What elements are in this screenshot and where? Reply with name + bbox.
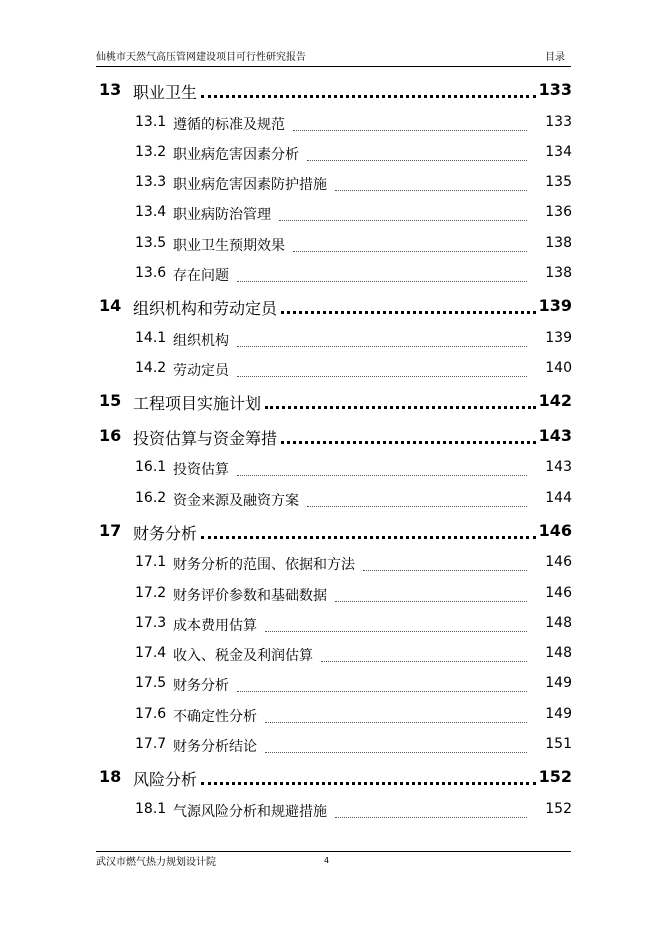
toc-entry-title: 工程项目实施计划 (133, 394, 262, 413)
toc-entry-page: 133 (545, 114, 572, 130)
toc-entry-page: 143 (545, 459, 572, 475)
toc-entry-title: 风险分析 (133, 770, 198, 789)
toc-dot-leader (293, 245, 527, 252)
toc-entry-page: 142 (538, 391, 572, 410)
toc-entry-title: 存在问题 (173, 268, 229, 284)
toc-section-entry[interactable] (0, 264, 662, 286)
toc-entry-title: 投资估算 (173, 462, 229, 478)
toc-entry-title: 成本费用估算 (173, 618, 257, 634)
toc-dot-leader (281, 305, 536, 314)
toc-chapter-entry[interactable] (0, 391, 662, 413)
toc-dot-leader (335, 811, 527, 818)
toc-entry-page: 138 (545, 265, 572, 281)
toc-entry-number: 17 (99, 521, 122, 540)
toc-dot-leader (307, 154, 527, 161)
toc-dot-leader (293, 124, 527, 131)
toc-entry-number: 13.3 (135, 174, 167, 190)
toc-entry-title: 投资估算与资金筹措 (133, 429, 278, 448)
toc-entry-number: 18.1 (135, 801, 167, 817)
page-number: 4 (324, 856, 330, 865)
toc-dot-leader (237, 275, 527, 282)
toc-section-entry[interactable] (0, 800, 662, 822)
toc-entry-title: 财务分析的范围、依据和方法 (173, 557, 355, 573)
toc-entry-number: 14.2 (135, 360, 167, 376)
toc-entry-title: 职业卫生预期效果 (173, 238, 285, 254)
toc-entry-number: 17.6 (135, 706, 167, 722)
toc-dot-leader (201, 89, 536, 98)
toc-dot-leader (335, 595, 527, 602)
toc-dot-leader (265, 400, 536, 409)
toc-entry-number: 17.3 (135, 615, 167, 631)
toc-chapter-entry[interactable] (0, 426, 662, 448)
toc-entry-number: 13.4 (135, 204, 167, 220)
toc-dot-leader (363, 564, 527, 571)
toc-entry-number: 17.2 (135, 585, 167, 601)
toc-section-entry[interactable] (0, 674, 662, 696)
toc-entry-number: 17.4 (135, 645, 167, 661)
toc-chapter-entry[interactable] (0, 80, 662, 102)
toc-entry-number: 18 (99, 767, 122, 786)
toc-entry-page: 140 (545, 360, 572, 376)
toc-entry-number: 14.1 (135, 330, 167, 346)
toc-dot-leader (237, 469, 527, 476)
toc-entry-number: 16 (99, 426, 122, 445)
toc-entry-title: 组织机构 (173, 333, 229, 349)
toc-section-entry[interactable] (0, 705, 662, 727)
toc-dot-leader (237, 370, 527, 377)
toc-entry-title: 职业卫生 (133, 83, 198, 102)
toc-entry-number: 13 (99, 80, 122, 99)
toc-dot-leader (201, 776, 536, 785)
document-title: 仙桃市天然气高压管网建设项目可行性研究报告 (96, 52, 306, 63)
toc-entry-title: 职业病防治管理 (173, 207, 271, 223)
toc-entry-page: 146 (545, 554, 572, 570)
toc-entry-title: 遵循的标准及规范 (173, 117, 285, 133)
footer-organization: 武汉市燃气热力规划设计院 (96, 857, 216, 868)
toc-entry-title: 财务分析 (173, 678, 229, 694)
toc-section-entry[interactable] (0, 584, 662, 606)
toc-dot-leader (237, 340, 527, 347)
page-header (96, 44, 571, 67)
toc-entry-title: 气源风险分析和规避措施 (173, 804, 327, 820)
toc-section-entry[interactable] (0, 143, 662, 165)
toc-dot-leader (281, 435, 536, 444)
toc-entry-number: 16.2 (135, 490, 167, 506)
toc-dot-leader (335, 184, 527, 191)
toc-entry-page: 135 (545, 174, 572, 190)
toc-entry-title: 财务分析 (133, 524, 198, 543)
toc-entry-title: 劳动定员 (173, 363, 229, 379)
toc-entry-page: 139 (545, 330, 572, 346)
toc-dot-leader (237, 685, 527, 692)
toc-entry-page: 149 (545, 675, 572, 691)
toc-dot-leader (307, 500, 527, 507)
toc-dot-leader (265, 716, 527, 723)
toc-section-entry[interactable] (0, 644, 662, 666)
toc-entry-number: 17.7 (135, 736, 167, 752)
toc-entry-number: 13.5 (135, 235, 167, 251)
toc-entry-page: 136 (545, 204, 572, 220)
toc-entry-number: 16.1 (135, 459, 167, 475)
footer-divider (96, 851, 571, 852)
toc-section-entry[interactable] (0, 173, 662, 195)
toc-chapter-entry[interactable] (0, 296, 662, 318)
toc-section-entry[interactable] (0, 113, 662, 135)
toc-entry-page: 148 (545, 615, 572, 631)
toc-entry-number: 13.6 (135, 265, 167, 281)
toc-entry-page: 152 (538, 767, 572, 786)
toc-section-entry[interactable] (0, 458, 662, 480)
toc-dot-leader (265, 746, 527, 753)
toc-entry-page: 139 (538, 296, 572, 315)
toc-entry-page: 144 (545, 490, 572, 506)
toc-entry-page: 151 (545, 736, 572, 752)
toc-section-entry[interactable] (0, 203, 662, 225)
toc-section-entry[interactable] (0, 735, 662, 757)
toc-entry-page: 146 (545, 585, 572, 601)
toc-entry-page: 148 (545, 645, 572, 661)
toc-entry-title: 职业病危害因素防护措施 (173, 177, 327, 193)
toc-entry-page: 143 (538, 426, 572, 445)
toc-section-entry[interactable] (0, 329, 662, 351)
toc-entry-number: 17.1 (135, 554, 167, 570)
toc-chapter-entry[interactable] (0, 767, 662, 789)
toc-dot-leader (201, 530, 536, 539)
toc-dot-leader (265, 625, 527, 632)
toc-dot-leader (321, 655, 527, 662)
toc-entry-title: 收入、税金及利润估算 (173, 648, 313, 664)
toc-section-entry[interactable] (0, 359, 662, 381)
toc-entry-page: 146 (538, 521, 572, 540)
toc-section-entry[interactable] (0, 489, 662, 511)
toc-section-entry[interactable] (0, 614, 662, 636)
toc-chapter-entry[interactable] (0, 521, 662, 543)
toc-entry-number: 14 (99, 296, 122, 315)
toc-entry-page: 149 (545, 706, 572, 722)
toc-entry-title: 财务评价参数和基础数据 (173, 588, 327, 604)
toc-entry-number: 13.1 (135, 114, 167, 130)
toc-entry-page: 138 (545, 235, 572, 251)
toc-entry-title: 组织机构和劳动定员 (133, 299, 278, 318)
toc-entry-title: 资金来源及融资方案 (173, 493, 299, 509)
toc-entry-page: 134 (545, 144, 572, 160)
toc-entry-number: 15 (99, 391, 122, 410)
toc-entry-page: 133 (538, 80, 572, 99)
toc-entry-number: 17.5 (135, 675, 167, 691)
toc-dot-leader (279, 214, 527, 221)
toc-section-entry[interactable] (0, 234, 662, 256)
toc-section-entry[interactable] (0, 553, 662, 575)
toc-entry-title: 财务分析结论 (173, 739, 257, 755)
toc-entry-number: 13.2 (135, 144, 167, 160)
toc-entry-title: 不确定性分析 (173, 709, 257, 725)
toc-entry-page: 152 (545, 801, 572, 817)
section-label: 目录 (545, 52, 565, 63)
toc-entry-title: 职业病危害因素分析 (173, 147, 299, 163)
